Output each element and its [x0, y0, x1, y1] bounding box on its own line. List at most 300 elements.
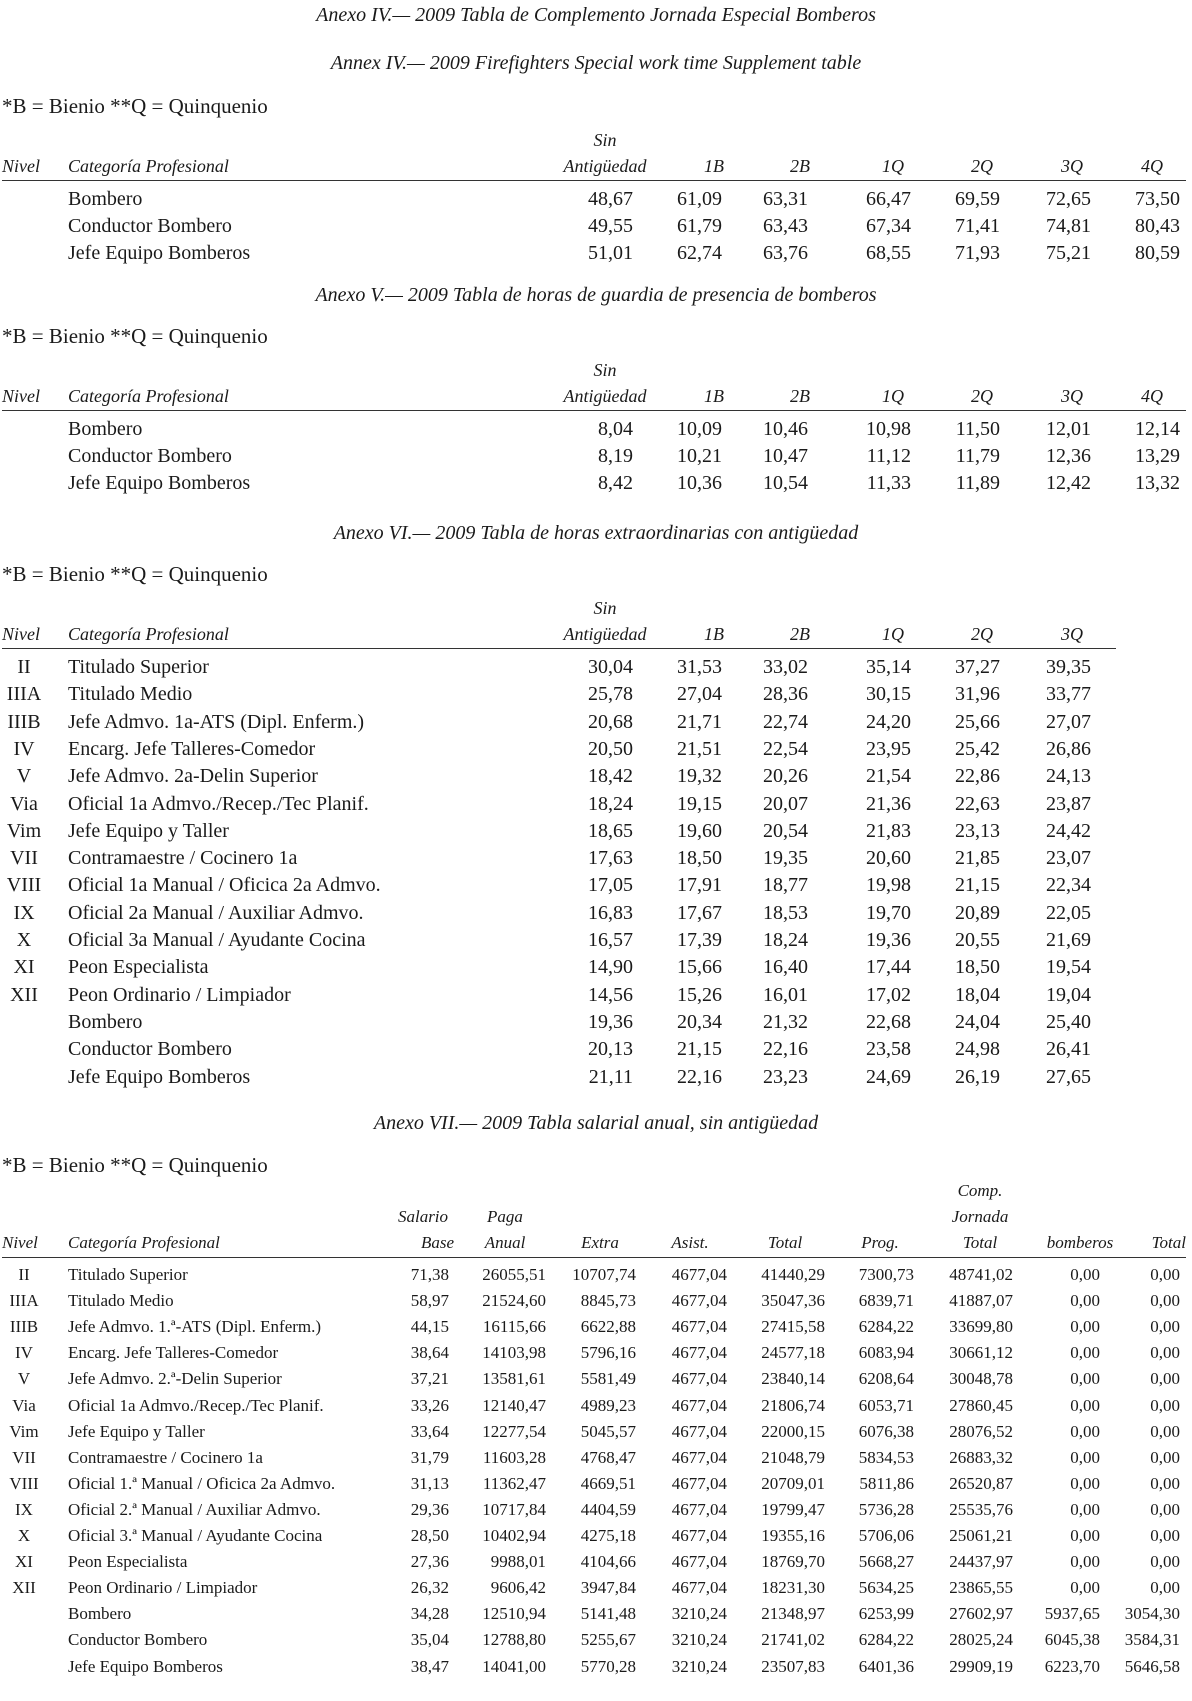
- row-value: 16,83: [588, 901, 633, 924]
- row-value: 4677,04: [671, 1265, 727, 1284]
- row-categoria: Peon Especialista: [68, 956, 209, 979]
- row-value: 14041,00: [482, 1656, 546, 1676]
- row-value: 4677,04: [671, 1395, 727, 1415]
- row-value: 6253,99: [858, 1604, 914, 1624]
- row-value: 4677,04: [671, 1526, 727, 1545]
- col-header-base: Base: [420, 1233, 454, 1252]
- row-value: 69,59: [955, 188, 1000, 210]
- row-value: 11,33: [866, 472, 911, 494]
- row-value: 18231,30: [761, 1578, 825, 1598]
- col-header-1q: 1Q: [882, 386, 904, 406]
- row-categoria: Jefe Equipo Bomberos: [68, 1065, 251, 1088]
- row-value: 24,98: [955, 1038, 1000, 1061]
- row-value: 0,00: [1070, 1369, 1100, 1389]
- col-header-antiguedad: Antigüedad: [563, 624, 647, 644]
- row-value: 0,00: [1070, 1265, 1100, 1284]
- row-value: 44,15: [410, 1317, 449, 1337]
- row-value: 10707,74: [572, 1265, 636, 1284]
- row-value: 6053,71: [858, 1395, 914, 1415]
- row-value: 0,00: [1150, 1317, 1180, 1337]
- row-value: 22,34: [1046, 874, 1091, 897]
- col-header-4q: 4Q: [1141, 386, 1163, 406]
- col-header-anual: Anual: [484, 1233, 526, 1252]
- row-value: 28,50: [410, 1526, 449, 1545]
- row-value: 3054,30: [1124, 1604, 1180, 1624]
- row-value: 18,50: [677, 847, 722, 870]
- row-value: 27,65: [1046, 1065, 1091, 1088]
- row-value: 19,04: [1046, 983, 1091, 1006]
- row-value: 6045,38: [1044, 1630, 1100, 1650]
- row-value: 19355,16: [761, 1526, 825, 1545]
- row-value: 23,87: [1046, 792, 1091, 815]
- row-value: 17,63: [588, 847, 633, 870]
- row-nivel: IV: [15, 1343, 33, 1363]
- row-value: 22,05: [1046, 901, 1091, 924]
- row-value: 22,16: [763, 1038, 808, 1061]
- row-value: 22,54: [763, 737, 808, 760]
- row-categoria: Oficial 1a Admvo./Recep./Tec Planif.: [68, 1395, 324, 1415]
- row-value: 26055,51: [482, 1265, 546, 1284]
- row-value: 6076,38: [858, 1421, 914, 1441]
- row-value: 24,42: [1046, 819, 1091, 842]
- row-value: 0,00: [1150, 1473, 1180, 1493]
- col-header-salario: Salario: [397, 1207, 449, 1226]
- row-value: 26520,87: [949, 1473, 1013, 1493]
- row-value: 10,21: [677, 445, 722, 467]
- row-categoria: Encarg. Jefe Talleres-Comedor: [68, 737, 316, 760]
- row-value: 4677,04: [671, 1499, 727, 1519]
- col-header-2q: 2Q: [971, 624, 993, 644]
- row-value: 3210,24: [671, 1630, 727, 1650]
- col-header-categoria: Categoría Profesional: [68, 386, 229, 406]
- row-value: 5736,28: [858, 1499, 914, 1519]
- row-value: 21524,60: [482, 1291, 546, 1311]
- row-value: 25061,21: [949, 1526, 1013, 1545]
- row-nivel: XII: [12, 1578, 36, 1598]
- row-value: 28025,24: [949, 1630, 1013, 1650]
- row-value: 33,64: [410, 1421, 449, 1441]
- row-value: 25535,76: [949, 1499, 1013, 1519]
- col-header-categoria: Categoría Profesional: [68, 156, 229, 176]
- row-value: 4677,04: [671, 1473, 727, 1493]
- col-header-total: Total: [767, 1233, 803, 1252]
- row-value: 16,01: [763, 983, 808, 1006]
- row-value: 25,40: [1046, 1010, 1091, 1033]
- row-value: 21,15: [677, 1038, 722, 1061]
- row-value: 26,19: [955, 1065, 1000, 1088]
- row-value: 0,00: [1150, 1265, 1180, 1284]
- row-value: 30048,78: [949, 1369, 1013, 1389]
- row-value: 0,00: [1070, 1395, 1100, 1415]
- row-value: 10,47: [763, 445, 808, 467]
- row-value: 27,04: [677, 683, 722, 706]
- row-value: 23840,14: [761, 1369, 825, 1389]
- row-value: 15,66: [677, 956, 722, 979]
- row-value: 38,64: [410, 1343, 449, 1363]
- col-header-sin: Sin: [593, 360, 617, 380]
- row-value: 19,36: [588, 1010, 633, 1033]
- row-value: 4677,04: [671, 1317, 727, 1337]
- row-value: 10,36: [677, 472, 722, 494]
- row-value: 20,55: [955, 929, 1000, 951]
- row-value: 18,42: [588, 765, 633, 788]
- row-value: 8,19: [598, 445, 633, 467]
- row-value: 35,14: [866, 656, 911, 678]
- row-value: 4677,04: [671, 1343, 727, 1363]
- row-nivel: IIIA: [6, 683, 42, 706]
- header-rule: [2, 180, 1186, 181]
- row-value: 18,77: [763, 874, 808, 897]
- row-value: 18,50: [955, 956, 1000, 979]
- row-categoria: Encarg. Jefe Talleres-Comedor: [68, 1343, 279, 1363]
- row-value: 10,46: [763, 418, 808, 440]
- row-categoria: Contramaestre / Cocinero 1a: [68, 847, 298, 870]
- row-value: 5581,49: [580, 1369, 636, 1389]
- row-value: 20,89: [955, 901, 1000, 924]
- row-value: 24,04: [955, 1010, 1000, 1033]
- row-value: 17,44: [866, 956, 911, 979]
- row-value: 37,21: [410, 1369, 449, 1389]
- row-value: 5634,25: [858, 1578, 914, 1598]
- row-value: 8845,73: [580, 1291, 636, 1311]
- row-value: 19,70: [866, 901, 911, 924]
- row-value: 17,39: [677, 929, 722, 951]
- row-value: 6622,88: [580, 1317, 636, 1337]
- row-value: 12277,54: [482, 1421, 546, 1441]
- row-value: 27,07: [1046, 710, 1091, 733]
- row-value: 0,00: [1070, 1343, 1100, 1363]
- row-value: 5045,57: [580, 1421, 636, 1441]
- row-nivel: IIIB: [7, 710, 41, 733]
- header-rule: [2, 1257, 1186, 1258]
- row-value: 63,43: [763, 215, 808, 237]
- row-value: 11,50: [955, 418, 1000, 440]
- row-value: 22,86: [955, 765, 1000, 788]
- row-value: 23865,55: [949, 1578, 1013, 1598]
- row-value: 33699,80: [949, 1317, 1013, 1337]
- row-value: 4677,04: [671, 1578, 727, 1598]
- row-value: 48741,02: [949, 1265, 1013, 1284]
- row-value: 12,14: [1135, 418, 1180, 440]
- row-value: 0,00: [1070, 1421, 1100, 1441]
- row-value: 41887,07: [949, 1291, 1013, 1311]
- row-value: 20,60: [866, 847, 911, 870]
- row-value: 21,85: [955, 847, 1000, 870]
- row-value: 4677,04: [671, 1421, 727, 1441]
- row-value: 3947,84: [580, 1578, 636, 1598]
- row-categoria: Jefe Equipo Bomberos: [68, 242, 251, 264]
- col-header-3q: 3Q: [1061, 156, 1083, 176]
- row-value: 80,43: [1135, 215, 1180, 237]
- row-nivel: IX: [15, 1499, 33, 1519]
- row-value: 22,16: [677, 1065, 722, 1088]
- row-categoria: Oficial 1.ª Manual / Oficica 2a Admvo.: [68, 1473, 336, 1493]
- row-value: 3210,24: [671, 1604, 727, 1624]
- row-categoria: Oficial 2.ª Manual / Auxiliar Admvo.: [68, 1499, 321, 1519]
- row-categoria: Oficial 3a Manual / Ayudante Cocina: [68, 929, 366, 951]
- col-header-categoria: Categoría Profesional: [68, 624, 229, 644]
- row-nivel: IIIA: [9, 1291, 39, 1311]
- row-value: 51,01: [588, 242, 633, 264]
- row-value: 11,12: [866, 445, 911, 467]
- row-value: 19799,47: [761, 1499, 825, 1519]
- row-value: 23,95: [866, 737, 911, 760]
- row-value: 19,15: [677, 792, 722, 815]
- row-value: 73,50: [1135, 188, 1180, 210]
- row-value: 25,42: [955, 737, 1000, 760]
- row-value: 61,09: [677, 188, 722, 210]
- row-value: 31,13: [410, 1473, 449, 1493]
- row-nivel: Via: [12, 1395, 36, 1415]
- row-value: 4275,18: [580, 1526, 636, 1545]
- row-value: 0,00: [1150, 1343, 1180, 1363]
- row-categoria: Bombero: [68, 1604, 132, 1624]
- row-value: 30,15: [866, 683, 911, 706]
- row-value: 7300,73: [858, 1265, 914, 1284]
- row-value: 5770,28: [580, 1656, 636, 1676]
- row-value: 41440,29: [761, 1265, 825, 1284]
- row-value: 20,50: [588, 737, 633, 760]
- row-categoria: Jefe Equipo y Taller: [68, 819, 229, 842]
- row-nivel: Vim: [6, 819, 42, 842]
- row-value: 66,47: [866, 188, 911, 210]
- row-value: 0,00: [1150, 1499, 1180, 1519]
- col-header-2q: 2Q: [971, 386, 993, 406]
- row-nivel: VIII: [6, 874, 42, 897]
- row-value: 12788,80: [482, 1630, 546, 1650]
- row-value: 6083,94: [858, 1343, 914, 1363]
- row-value: 75,21: [1046, 242, 1091, 264]
- row-nivel: XII: [10, 983, 38, 1006]
- annex6-legend: *B = Bienio **Q = Quinquenio: [2, 562, 268, 586]
- row-categoria: Bombero: [68, 1010, 143, 1033]
- row-value: 5706,06: [858, 1526, 914, 1545]
- col-header-3q: 3Q: [1061, 386, 1083, 406]
- row-value: 21,69: [1046, 929, 1091, 951]
- row-value: 8,42: [598, 472, 633, 494]
- row-categoria: Oficial 3.ª Manual / Ayudante Cocina: [68, 1526, 323, 1545]
- col-header-4q: 4Q: [1141, 156, 1163, 176]
- col-header-antiguedad: Antigüedad: [563, 386, 647, 406]
- row-value: 4677,04: [671, 1552, 727, 1572]
- row-categoria: Jefe Admvo. 2.ª-Delin Superior: [68, 1369, 282, 1389]
- row-value: 62,74: [677, 242, 722, 264]
- col-header-prog: Prog.: [861, 1233, 899, 1252]
- row-value: 20,34: [677, 1010, 722, 1033]
- row-value: 48,67: [588, 188, 633, 210]
- col-header-1q: 1Q: [882, 156, 904, 176]
- row-value: 0,00: [1070, 1291, 1100, 1311]
- col-header-bomberos: bomberos: [1046, 1233, 1114, 1252]
- row-value: 30,04: [588, 656, 633, 678]
- row-categoria: Jefe Admvo. 1a-ATS (Dipl. Enferm.): [68, 710, 365, 733]
- row-value: 29,36: [410, 1499, 449, 1519]
- row-value: 12510,94: [482, 1604, 546, 1624]
- row-nivel: Vim: [9, 1421, 39, 1441]
- row-value: 13,32: [1135, 472, 1180, 494]
- row-value: 18,04: [955, 983, 1000, 1006]
- row-value: 58,97: [410, 1291, 449, 1311]
- row-categoria: Titulado Superior: [68, 1265, 188, 1284]
- row-value: 17,91: [677, 874, 722, 897]
- row-value: 38,47: [410, 1656, 449, 1676]
- row-value: 21,51: [677, 737, 722, 760]
- row-value: 11603,28: [482, 1447, 546, 1467]
- row-value: 0,00: [1070, 1317, 1100, 1337]
- row-value: 30661,12: [949, 1343, 1013, 1363]
- row-value: 13581,61: [482, 1369, 546, 1389]
- row-value: 5141,48: [580, 1604, 636, 1624]
- row-value: 5811,86: [859, 1473, 914, 1493]
- row-value: 22,63: [955, 792, 1000, 815]
- row-value: 14,56: [588, 983, 633, 1006]
- row-value: 29909,19: [949, 1656, 1013, 1676]
- col-header-total-2: Total: [962, 1233, 998, 1252]
- row-value: 21048,79: [761, 1447, 825, 1467]
- row-value: 5255,67: [580, 1630, 636, 1650]
- row-categoria: Oficial 2a Manual / Auxiliar Admvo.: [68, 901, 364, 924]
- row-nivel: X: [17, 1526, 31, 1545]
- row-value: 25,78: [588, 683, 633, 706]
- row-value: 24,69: [866, 1065, 911, 1088]
- row-categoria: Peon Ordinario / Limpiador: [68, 983, 291, 1006]
- row-value: 20,54: [763, 819, 808, 842]
- row-value: 24,13: [1046, 765, 1091, 788]
- row-value: 74,81: [1046, 215, 1091, 237]
- annex6-title: Anexo VI.— 2009 Tabla de horas extraordinarias con antigüedad: [333, 522, 859, 544]
- row-value: 10,09: [677, 418, 722, 440]
- row-value: 17,05: [588, 874, 633, 897]
- row-nivel: X: [16, 929, 32, 951]
- row-value: 0,00: [1150, 1552, 1180, 1572]
- row-nivel: XI: [15, 1552, 33, 1572]
- row-value: 26,86: [1046, 737, 1091, 760]
- col-header-nivel: Nivel: [2, 1233, 38, 1252]
- row-nivel: II: [17, 656, 31, 678]
- row-value: 35,04: [410, 1630, 449, 1650]
- row-value: 21,71: [677, 710, 722, 733]
- col-header-sin: Sin: [593, 130, 617, 150]
- row-value: 19,32: [677, 765, 722, 788]
- row-value: 6284,22: [858, 1317, 914, 1337]
- header-rule: [2, 648, 1116, 649]
- row-value: 21,11: [588, 1065, 633, 1088]
- header-rule: [2, 410, 1186, 411]
- row-value: 27415,58: [761, 1317, 825, 1337]
- row-categoria: Contramaestre / Cocinero 1a: [68, 1447, 263, 1467]
- col-header-jornada: Jornada: [951, 1207, 1009, 1226]
- row-value: 26883,32: [949, 1447, 1013, 1467]
- row-value: 18,53: [763, 901, 808, 924]
- row-nivel: XI: [13, 956, 35, 979]
- row-categoria: Jefe Equipo y Taller: [68, 1421, 205, 1441]
- row-value: 16,57: [588, 929, 633, 951]
- row-value: 21348,97: [761, 1604, 825, 1624]
- row-value: 5796,16: [580, 1343, 636, 1363]
- annex5-legend: *B = Bienio **Q = Quinquenio: [2, 324, 268, 348]
- row-categoria: Conductor Bombero: [68, 1630, 208, 1650]
- row-categoria: Jefe Equipo Bomberos: [68, 472, 251, 494]
- row-nivel: IV: [13, 737, 35, 760]
- row-categoria: Peon Ordinario / Limpiador: [68, 1578, 258, 1598]
- row-value: 6208,64: [858, 1369, 914, 1389]
- row-nivel: II: [18, 1265, 30, 1284]
- annex5-title: Anexo V.— 2009 Tabla de horas de guardia de presencia de bomberos: [315, 284, 877, 306]
- row-value: 3584,31: [1124, 1630, 1180, 1650]
- row-value: 4677,04: [671, 1291, 727, 1311]
- row-value: 0,00: [1150, 1395, 1180, 1415]
- row-value: 0,00: [1070, 1578, 1100, 1598]
- row-value: 33,02: [763, 656, 808, 678]
- row-value: 17,02: [866, 983, 911, 1006]
- row-value: 72,65: [1046, 188, 1091, 210]
- row-value: 25,66: [955, 710, 1000, 733]
- row-value: 80,59: [1135, 242, 1180, 264]
- row-value: 71,41: [955, 215, 1000, 237]
- row-categoria: Jefe Admvo. 2a-Delin Superior: [68, 765, 318, 788]
- col-header-2b: 2B: [790, 624, 810, 644]
- col-header-nivel: Nivel: [2, 386, 40, 406]
- annex7-title: Anexo VII.— 2009 Tabla salarial anual, sin antigüedad: [373, 1112, 819, 1134]
- row-value: 33,26: [410, 1395, 449, 1415]
- row-value: 23,07: [1046, 847, 1091, 870]
- row-value: 63,76: [763, 242, 808, 264]
- row-value: 0,00: [1150, 1578, 1180, 1598]
- row-categoria: Bombero: [68, 188, 143, 210]
- col-header-nivel: Nivel: [2, 624, 40, 644]
- row-value: 0,00: [1070, 1526, 1100, 1545]
- row-value: 0,00: [1070, 1447, 1100, 1467]
- col-header-1b: 1B: [704, 386, 724, 406]
- row-value: 18,24: [763, 929, 808, 951]
- row-value: 16115,66: [482, 1317, 546, 1337]
- row-value: 8,04: [598, 418, 633, 440]
- row-categoria: Titulado Medio: [68, 1291, 174, 1311]
- row-value: 18,65: [588, 819, 633, 842]
- col-header-2q: 2Q: [971, 156, 993, 176]
- row-categoria: Peon Especialista: [68, 1552, 188, 1572]
- row-value: 5646,58: [1124, 1656, 1180, 1676]
- row-value: 11362,47: [482, 1473, 546, 1493]
- row-value: 20,26: [763, 765, 808, 788]
- row-nivel: IX: [13, 901, 35, 924]
- row-value: 0,00: [1150, 1291, 1180, 1311]
- col-header-asist: Asist.: [671, 1233, 709, 1252]
- row-value: 23,13: [955, 819, 1000, 842]
- row-value: 68,55: [866, 242, 911, 264]
- col-header-1b: 1B: [704, 156, 724, 176]
- row-value: 5834,53: [858, 1447, 914, 1467]
- row-nivel: V: [16, 765, 32, 788]
- annex4-title-en: Annex IV.— 2009 Firefighters Special work time Supplement table: [330, 52, 862, 74]
- row-value: 0,00: [1070, 1552, 1100, 1572]
- row-value: 24437,97: [949, 1552, 1013, 1572]
- row-value: 21,15: [955, 874, 1000, 897]
- row-categoria: Conductor Bombero: [68, 445, 232, 467]
- row-value: 13,29: [1135, 445, 1180, 467]
- col-header-comp: Comp.: [957, 1181, 1003, 1200]
- row-value: 24577,18: [761, 1343, 825, 1363]
- row-value: 4404,59: [580, 1499, 636, 1519]
- row-value: 20,68: [588, 710, 633, 733]
- row-value: 4104,66: [580, 1552, 636, 1572]
- row-value: 21806,74: [761, 1395, 825, 1415]
- col-header-2b: 2B: [790, 156, 810, 176]
- row-value: 0,00: [1070, 1499, 1100, 1519]
- row-value: 27,36: [410, 1552, 449, 1572]
- row-value: 21741,02: [761, 1630, 825, 1650]
- row-value: 71,38: [410, 1265, 449, 1284]
